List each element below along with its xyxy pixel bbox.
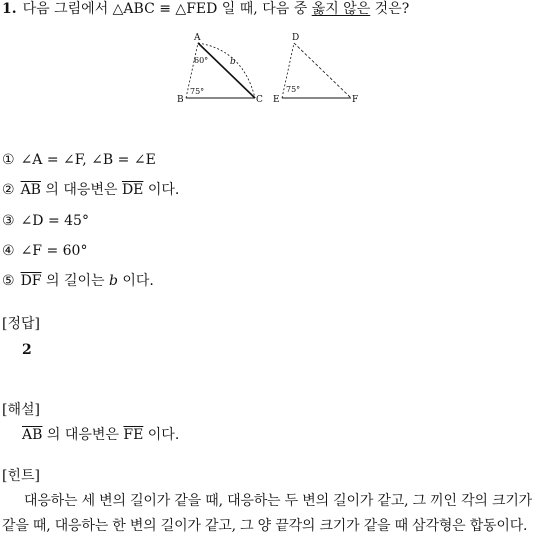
angle-e-label: 75° [286,85,301,94]
option-5-end: 이다. [117,273,154,289]
explanation-label: [해설] [2,402,40,418]
segment-ab: $\overline{AB}$ [20,182,41,198]
option-3[interactable] [2,212,89,230]
option-2[interactable] [2,181,179,199]
label-e: E [273,95,280,105]
answer-value: 2 [22,342,32,358]
option-2-mark: ② [2,182,15,198]
hint-text: 대응하는 세 변의 길이가 같을 때, 대응하는 두 변의 길이가 같고, 그 끼인 각의 크기가 같을 때, 대응하는 한 변의 길이가 같고, 그 양 끝각의 크기가 같을 때 삼각형은 합동이다. [2,493,532,534]
option-5[interactable] [2,272,154,290]
side-ac [198,43,255,98]
option-5-var: b [108,273,118,289]
side-b-label: b [230,57,236,67]
angle-a-label: 60° [194,56,209,65]
option-2-mid: 의 대응변은 [40,182,122,198]
option-4-text: ∠F = 60° [20,243,88,259]
label-c: C [256,95,263,105]
side-df [294,43,351,98]
option-1-text: ∠A = ∠F, ∠B = ∠E [20,152,156,168]
question-underlined: 옳지 않은 [311,1,371,17]
question-text-end: 것은? [370,1,410,17]
explanation-end: 이다. [143,427,180,443]
label-b: B [177,95,184,105]
option-5-mid: 의 길이는 [41,273,109,289]
option-1-mark: ① [2,152,15,168]
option-1[interactable] [2,151,156,169]
segment-de: $\overline{DE}$ [121,182,144,198]
option-3-mark: ③ [2,213,15,229]
label-d: D [292,33,300,43]
option-4[interactable] [2,242,87,260]
option-5-mark: ⑤ [2,273,15,289]
option-2-end: 이다. [143,182,180,198]
segment-df: $\overline{DF}$ [20,273,42,289]
hint-label: [힌트] [2,468,40,484]
angle-b-label: 75° [190,87,205,96]
explanation-text [22,426,179,444]
label-f: F [352,95,359,105]
option-4-mark: ④ [2,243,15,259]
label-a: A [194,33,201,43]
option-3-text: ∠D = 45° [20,213,89,229]
answer-label: [정답] [2,316,40,332]
segment-fe: $\overline{FE}$ [123,427,144,443]
explanation-mid: 의 대응변은 [42,427,124,443]
question [2,0,409,18]
triangle-figure [165,30,365,108]
question-number: 1. [2,1,17,17]
segment-ab: $\overline{AB}$ [22,427,43,443]
question-text: 다음 그림에서 △ABC ≡ △FED 일 때, 다음 중 [22,1,312,17]
